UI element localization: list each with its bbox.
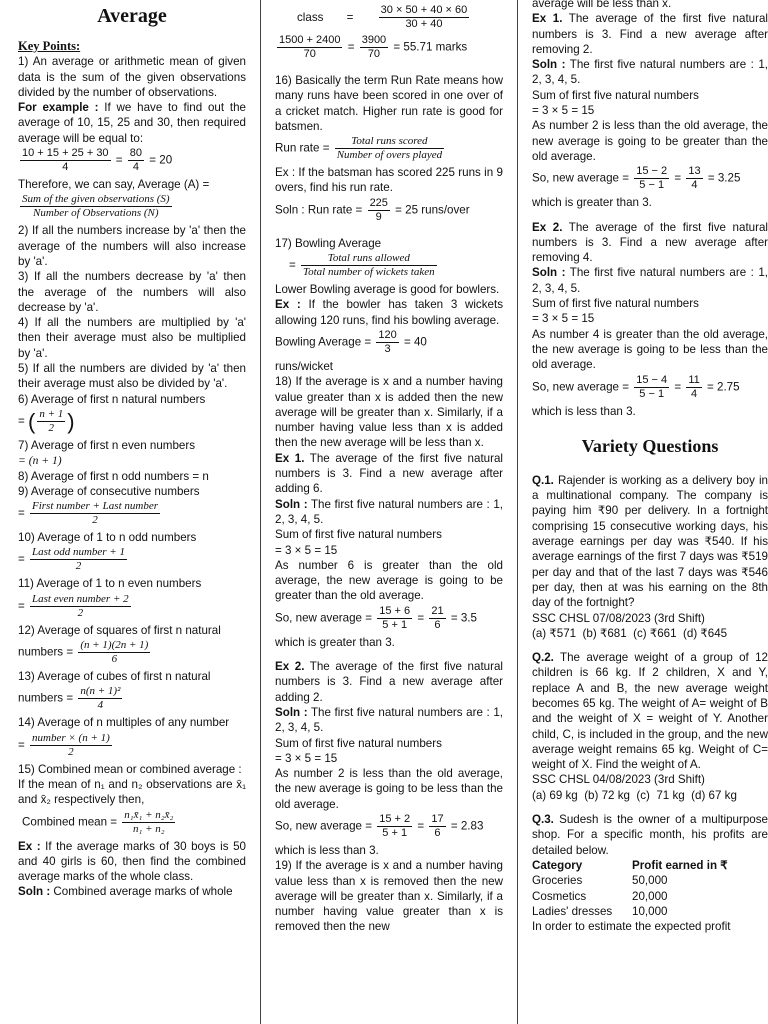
point-18: 18) If the average is x and a number having value greater than x is added then the new average will be greater than x. Similarly, if a number having value less than x is added then the new average will be less than x. — [275, 375, 503, 450]
col3-sum-eq-1: = 3 × 5 = 15 — [532, 104, 595, 118]
class-average-formula: class = $\frac{30 \times 50 + 40 \times 60}{30 + 40}$ — [297, 4, 468, 30]
point-19: 19) If the average is x and a number having value less than x is removed then the new average will be greater than x. Similarly, if a number having value greater than x is removed then the new — [275, 859, 503, 934]
point-4: 4) If all the numbers are multiplied by 'a' then their average must also be multiplied by 'a'. — [18, 316, 246, 360]
col2-note-1: As number 6 is greater than the old average, the new average is going to be greater than the old average. — [275, 558, 503, 603]
col3-end-2: which is less than 3. — [532, 404, 636, 418]
col3-top-line: average will be less than x. — [532, 0, 672, 10]
example-15: Ex : If the average marks of 30 boys is 50 and 40 girls is 60, then find the combined average marks of the whole class. — [18, 839, 246, 884]
col3-example-1: Ex 1. The average of the first five natural numbers is 3. Find a new average after removing 2. — [532, 12, 768, 56]
table-cell: 10,000 — [632, 904, 668, 918]
point-17: 17) Bowling Average — [275, 236, 382, 250]
therefore-line: Therefore, we can say, Average (A) = — [18, 178, 210, 192]
col3-sum-eq-2: = 3 × 5 = 15 — [532, 312, 595, 326]
example-16: Ex : If the batsman has scored 225 runs in 9 overs, find his run rate. — [275, 166, 503, 195]
point-11-formula: = $\frac{\text{Last even number + 2}}{2}$ — [18, 592, 129, 619]
table-header-profit: Profit earned in ₹ — [632, 858, 728, 872]
profit-table — [532, 858, 768, 919]
col2-example-2: Ex 2. The average of the first five natural numbers is 3. Find a new average after adding 2. — [275, 660, 503, 704]
column-2 — [275, 0, 503, 935]
question-1: Q.1. Rajender is working as a delivery boy in a multinational company. The company is paying him ₹90 per delivery. In a fortnight comprising 15 consecutive working days, his average earnings per day was ₹540. If his average earnings of the first 7 days was ₹519 per day and that of the last 7 days was ₹546 per day, then at was his earning on the 8th day of the fortnight? — [532, 473, 768, 610]
point-12-formula: numbers = $\frac{(n + 1)(2n + 1)}{6}$ — [18, 639, 149, 666]
question-2: Q.2. The average weight of a group of 12 children is 66 kg. If 2 children, X and Y, replace A and B, the new average weight becomes 65 kg. The weight of A= weight of B and the weight of X = weight of Y. Another child, C, is included in the group, and the new average weight remains 65 kg. Weight of C= weight of X. Find the weight of A. — [532, 651, 768, 772]
point-12: 12) Average of squares of first n natural — [18, 623, 221, 637]
example-paragraph: For example : If we have to find out the average of 10, 15, 25 and 30, then required average will be equal to: — [18, 101, 246, 145]
point-14-formula: = $\frac{\text{number × (n + 1)}}{2}$ — [18, 731, 110, 758]
col3-note-1: As number 2 is less than the old average, the new average is going to be greater than the old average. — [532, 119, 768, 163]
col3-end-1: which is greater than 3. — [532, 196, 652, 210]
example-equation: $\frac{10 + 15 + 25 + 30}{4}$ = $\frac{80}{4}$ = 20 — [22, 147, 173, 174]
point-16: 16) Basically the term Run Rate means how many runs have been scored in one over of a cricket match. Higher run rate is good for batsmen. — [275, 74, 503, 133]
table-cell: Cosmetics — [532, 889, 587, 903]
run-rate-formula: Run rate = $\frac{\text{Total runs scored}}{\text{Number of overs played}}$ — [275, 135, 443, 162]
col2-new-average-2: So, new average = $\frac{15 + 2}{5 + 1}$ = $\frac{17}{6}$ = 2.83 — [275, 812, 484, 839]
col3-note-2: As number 4 is greater than the old average, the new average is going to be less than the old average. — [532, 327, 768, 372]
example-17: Ex : If the bowler has taken 3 wickets allowing 120 runs, find his bowling average. — [275, 298, 503, 327]
col2-note-2: As number 2 is less than the old average, the new average is going to be less than the old average. — [275, 767, 503, 811]
point-13-formula: numbers = $\frac{\text{n(n + 1)²}}{4}$ — [18, 685, 121, 712]
col2-end-2: which is less than 3. — [275, 843, 379, 857]
column-1 — [18, 0, 246, 900]
question-2-source: SSC CHSL 04/08/2023 (3rd Shift) — [532, 773, 705, 787]
question-1-options: (a) ₹571 (b) ₹681 (c) ₹661 (d) ₹645 — [532, 626, 728, 640]
question-1-source: SSC CHSL 07/08/2023 (3rd Shift) — [532, 611, 705, 625]
table-cell: 50,000 — [632, 874, 668, 888]
point-8: 8) Average of first n odd numbers = n — [18, 469, 209, 483]
col3-sum-1: Sum of first five natural numbers — [532, 88, 699, 102]
point-7-formula: = (n + 1) — [18, 454, 62, 468]
class-average-result: $\frac{1500 + 2400}{70}$ = $\frac{3900}{70}$ = 55.71 marks — [279, 34, 468, 60]
table-cell: Ladies' dresses — [532, 904, 613, 918]
question-3: Q.3. Sudesh is the owner of a multipurpose shop. For a specific month, his profits are detailed below. — [532, 813, 768, 857]
col2-new-average-1: So, new average = $\frac{15 + 6}{5 + 1}$ = $\frac{21}{6}$ = 3.5 — [275, 604, 477, 631]
point-9-formula: = $\frac{\text{First number + Last number}}{2}$ — [18, 500, 158, 527]
key-points-heading: Key Points: — [18, 39, 81, 53]
col2-sum-eq-2: = 3 × 5 = 15 — [275, 751, 338, 765]
point-1: 1) An average or arithmetic mean of given data is the sum of the given observations divided by the number of observations. — [18, 55, 246, 99]
col2-sum-eq-1: = 3 × 5 = 15 — [275, 543, 338, 557]
variety-questions-heading: Variety Questions — [581, 435, 719, 456]
question-2-options: (a) 69 kg (b) 72 kg (c) 71 kg (d) 67 kg — [532, 788, 737, 802]
point-15: 15) Combined mean or combined average : — [18, 762, 242, 776]
point-6: 6) Average of first n natural numbers — [18, 392, 206, 406]
point-6-formula: = ( $\frac{n + 1}{2}$ ) — [18, 407, 75, 434]
table-cell: 20,000 — [632, 889, 668, 903]
page-title: Average — [97, 5, 167, 27]
col3-solution-1: Soln : The first five natural numbers are : 1, 2, 3, 4, 5. — [532, 58, 768, 87]
col3-example-2: Ex 2. The average of the first five natural numbers is 3. Find a new average after removing 4. — [532, 220, 768, 265]
point-2: 2) If all the numbers increase by 'a' then the average of the numbers will also increase by 'a'. — [18, 224, 246, 268]
point-9: 9) Average of consecutive numbers — [18, 484, 200, 498]
bowling-average-formula: = $\frac{\text{Total runs allowed}}{\text{Total number of wickets taken}}$ — [289, 252, 435, 279]
col2-solution-1: Soln : The first five natural numbers are : 1, 2, 3, 4, 5. — [275, 497, 503, 526]
col3-sum-2: Sum of first five natural numbers — [532, 297, 699, 311]
combined-mean-formula: Combined mean = $\frac{\text{n₁x̄₁ + n₂x̄₂}}{\text{n₁ + n₂}}$ — [22, 808, 174, 835]
col2-solution-2: Soln : The first five natural numbers are : 1, 2, 3, 4, 5. — [275, 705, 503, 735]
point-14: 14) Average of n multiples of any number — [18, 716, 230, 730]
col3-solution-2: Soln : The first five natural numbers are : 1, 2, 3, 4, 5. — [532, 266, 768, 295]
average-formula: $\frac{\text{Sum of the given observations (S)}}{\text{Number of Observations (N)}}$ — [22, 193, 170, 220]
table-cell: Groceries — [532, 874, 583, 888]
bowling-unit: runs/wicket — [275, 359, 333, 373]
question-3-end: In order to estimate the expected profit — [532, 920, 731, 934]
col2-end-1: which is greater than 3. — [275, 635, 395, 649]
point-15-body: If the mean of n₁ and n₂ observations are x̄₁ and x̄₂ respectively then, — [18, 777, 246, 807]
col3-new-average-2: So, new average = $\frac{15 - 4}{5 - 1}$ = $\frac{11}{4}$ = 2.75 — [532, 373, 740, 400]
point-11: 11) Average of 1 to n even numbers — [18, 577, 202, 591]
point-10-formula: = $\frac{\text{Last odd number + 1}}{2}$ — [18, 546, 125, 573]
column-divider — [517, 0, 518, 1024]
column-3 — [532, 0, 768, 934]
bowling-average-solution: Bowling Average = $\frac{120}{3}$ = 40 — [275, 328, 427, 355]
solution-16: Soln : Run rate = $\frac{225}{9}$ = 25 runs/over — [275, 196, 470, 223]
solution-15: Soln : Combined average marks of whole — [18, 885, 233, 899]
col3-new-average-1: So, new average = $\frac{15 - 2}{5 - 1}$ = $\frac{13}{4}$ = 3.25 — [532, 165, 741, 192]
point-3: 3) If all the numbers decrease by 'a' then the average of the numbers will also decrease by 'a'. — [18, 270, 246, 314]
col2-sum-1: Sum of first five natural numbers — [275, 528, 442, 542]
point-13: 13) Average of cubes of first n natural — [18, 670, 211, 684]
point-10: 10) Average of 1 to n odd numbers — [18, 531, 197, 545]
col2-example-1: Ex 1. The average of the first five natural numbers is 3. Find a new average after adding 6. — [275, 451, 503, 496]
table-header-category: Category — [532, 858, 583, 872]
column-divider — [260, 0, 261, 1024]
col2-sum-2: Sum of first five natural numbers — [275, 736, 442, 750]
point-17-note: Lower Bowling average is good for bowlers. — [275, 283, 500, 297]
point-5: 5) If all the numbers are divided by 'a' then their average must also be divided by 'a'. — [18, 362, 246, 391]
point-7: 7) Average of first n even numbers — [18, 438, 196, 452]
